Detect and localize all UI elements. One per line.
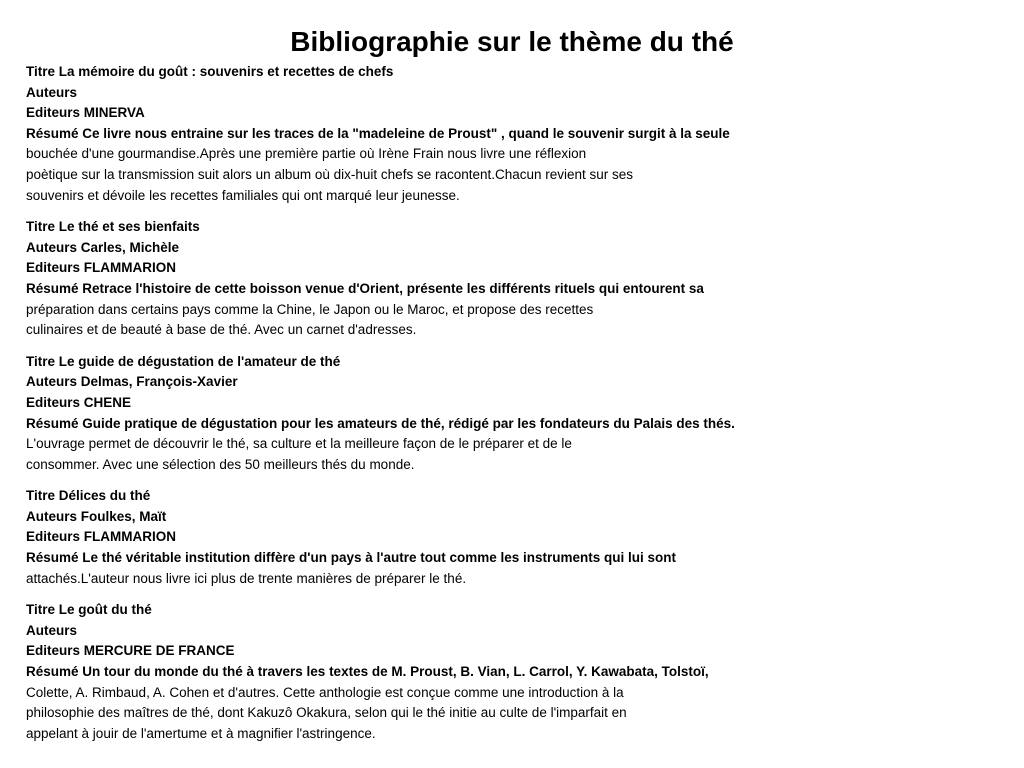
bibliography-entry xyxy=(26,217,1006,341)
entry-summary-line: L'ouvrage permet de découvrir le thé, sa culture et la meilleure façon de le préparer et de le xyxy=(26,436,572,452)
entry-publisher: Editeurs FLAMMARION xyxy=(26,260,176,276)
page-title: Bibliographie sur le thème du thé xyxy=(290,26,734,57)
entry-summary-heading: Résumé Le thé véritable institution diffère d'un pays à l'autre tout comme les instruments qui lui sont xyxy=(26,550,677,566)
entry-summary-line: appelant à jouir de l'amertume et à magnifier l'astringence. xyxy=(26,725,376,741)
entry-authors: Auteurs xyxy=(26,622,78,638)
entry-summary-line: bouchée d'une gourmandise.Après une première partie où Irène Frain nous livre une réflexion xyxy=(26,146,587,162)
entry-authors: Auteurs xyxy=(26,84,78,100)
entry-authors: Auteurs Foulkes, Maït xyxy=(26,508,167,524)
entry-title: Titre Le goût du thé xyxy=(26,602,152,618)
entry-summary-heading: Résumé Retrace l'histoire de cette boisson venue d'Orient, présente les différents rituels qui entourent sa xyxy=(26,280,704,296)
entry-publisher: Editeurs MERCURE DE FRANCE xyxy=(26,643,235,659)
entry-publisher: Editeurs CHENE xyxy=(26,394,132,410)
entry-title: Titre Délices du thé xyxy=(26,488,151,504)
entry-summary-line: Colette, A. Rimbaud, A. Cohen et d'autres. Cette anthologie est conçue comme une introduction à la xyxy=(26,684,624,700)
entry-authors: Auteurs Delmas, François-Xavier xyxy=(26,374,238,390)
entry-summary-line: culinaires et de beauté à base de thé. Avec un carnet d'adresses. xyxy=(26,322,417,338)
entry-title: Titre Le thé et ses bienfaits xyxy=(26,219,200,235)
entry-summary-heading: Résumé Guide pratique de dégustation pour les amateurs de thé, rédigé par les fondateurs du Palais des thés. xyxy=(26,415,735,431)
entry-authors: Auteurs Carles, Michèle xyxy=(26,239,180,255)
bibliography-entry xyxy=(26,486,1006,589)
entry-summary-line: préparation dans certains pays comme la Chine, le Japon ou le Maroc, et propose des recettes xyxy=(26,301,594,317)
entry-summary-line: philosophie des maîtres de thé, dont Kakuzô Okakura, selon qui le thé initie au culte de l'imparfait en xyxy=(26,705,627,721)
bibliography-entry xyxy=(26,62,1006,206)
entry-publisher: Editeurs FLAMMARION xyxy=(26,529,176,545)
entry-summary-line: consommer. Avec une sélection des 50 meilleurs thés du monde. xyxy=(26,456,415,472)
entry-summary-line: souvenirs et dévoile les recettes familiales qui ont marqué leur jeunesse. xyxy=(26,187,460,203)
entry-publisher: Editeurs MINERVA xyxy=(26,105,145,121)
entry-summary-heading: Résumé Ce livre nous entraine sur les traces de la "madeleine de Proust" , quand le souvenir surgit à la seule xyxy=(26,125,730,141)
entry-summary-line: poètique sur la transmission suit alors un album où dix-huit chefs se racontent.Chacun revient sur ses xyxy=(26,166,634,182)
bibliography-entry xyxy=(26,352,1006,476)
entry-summary-heading: Résumé Un tour du monde du thé à travers les textes de M. Proust, B. Vian, L. Carrol, Y. Kawabata, Tolstoï, xyxy=(26,664,709,680)
entry-summary-line: attachés.L'auteur nous livre ici plus de trente manières de préparer le thé. xyxy=(26,570,467,586)
entry-title: Titre Le guide de dégustation de l'amateur de thé xyxy=(26,353,341,369)
entry-title: Titre La mémoire du goût : souvenirs et recettes de chefs xyxy=(26,64,394,79)
bibliography-list xyxy=(26,62,1006,755)
bibliography-entry xyxy=(26,600,1006,744)
